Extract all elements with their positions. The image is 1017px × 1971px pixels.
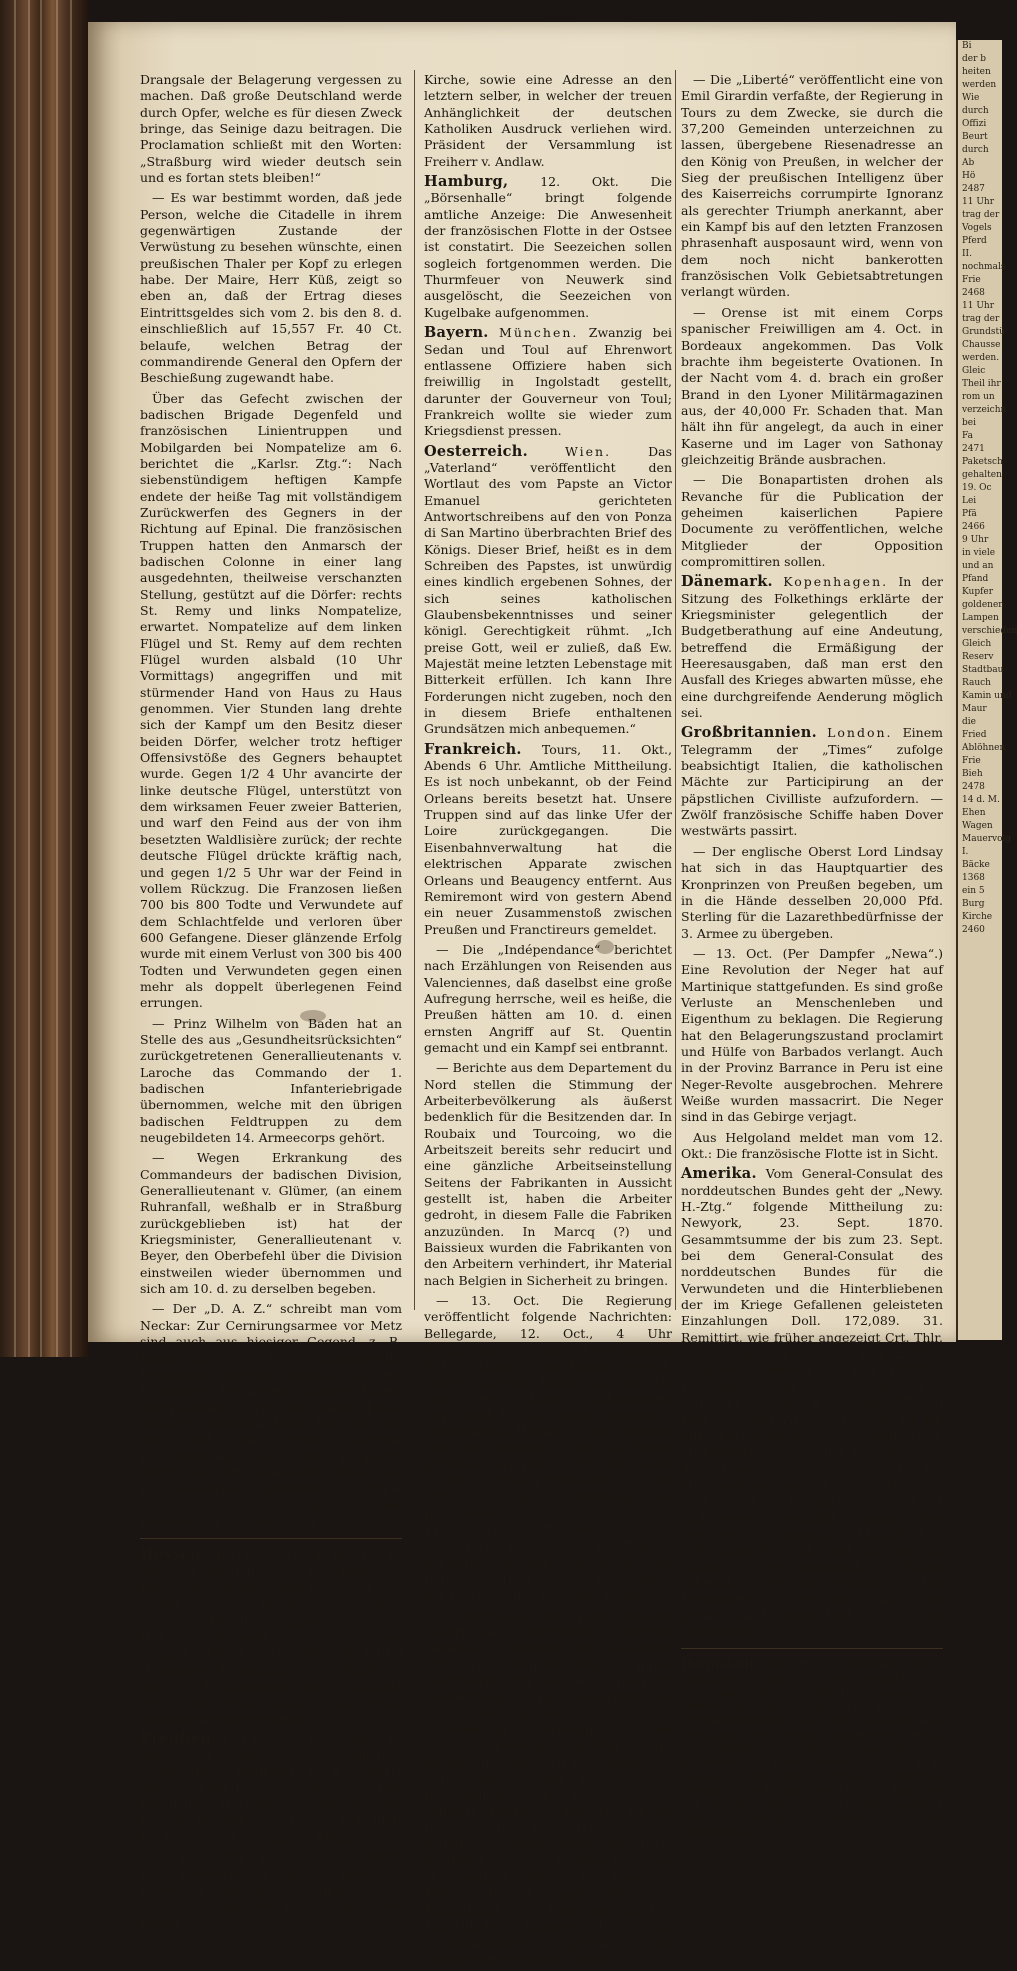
adjacent-page-fragment: Lampen xyxy=(962,613,999,623)
adjacent-page-fragment: der b xyxy=(962,54,987,64)
article-paragraph: — Die „Liberté“ veröffentlicht eine von Emil Girardin verfaßte, der Regierung in Tours zu dem Zwecke, sie durch die 37,200 Gemeinden unterzeichnen zu lassen, übergebene Riesenadresse an den König von Preußen, in welcher der Sieg der preußischen Intelligenz über des Kaiserreichs corrumpirte Ignoranz als gerechter Triumph anerkannt, aber ein Kampf bis auf den letzten Franzosen phrasenhaft ausposaunt wird, wenn von dem noch nicht bankerotten französischen Volk Gebietsabtretungen verlangt würden. xyxy=(681,72,943,300)
adjacent-page-fragment: durch xyxy=(962,145,989,155)
adjacent-page-fragment: 2471 xyxy=(962,444,985,454)
column-2 xyxy=(424,72,672,1971)
section-heading: Darmstadt. xyxy=(681,1657,760,1672)
article-paragraph xyxy=(424,325,672,439)
dateline: Darmstadt. xyxy=(215,1547,307,1563)
section-heading: Dänemark. xyxy=(681,573,773,591)
adjacent-page-fragment: Maur xyxy=(962,704,987,714)
adjacent-page-fragment: 9 Uhr xyxy=(962,535,989,545)
adjacent-page-fragment: Ehen xyxy=(962,808,986,818)
page-edge-line xyxy=(70,0,72,1357)
adjacent-page-fragment: Wagen xyxy=(962,821,993,831)
page-edge-line xyxy=(56,0,58,1357)
article-text: In der Sitzung des Folkethings erklärte der Kriegsminister gelegentlich der Budgetberathung auf eine Andeutung, betreffend die Ermäßigung der Heeresausgaben, daß man erst den Ausfall des Krieges abwarten müsse, ehe eine durchgreifende Aenderung möglich sei. xyxy=(681,574,943,721)
adjacent-page-fragment: 1368 xyxy=(962,873,985,883)
adjacent-page-fragment: Pfä xyxy=(962,509,977,519)
section-heading: Hessen. xyxy=(140,1546,207,1564)
adjacent-page-fragment: Gleic xyxy=(962,366,986,376)
article-text: Das „Vaterland“ veröffentlicht den Wortlaut des vom Papste an Victor Emanuel gerichteten Antwortschreibens auf den von Ponza di San Martino überbrachten Brief des Königs. Dieser Brief, heißt es in dem Schreiben des Papstes, ist unwürdig eines kindlich ergebenen Sohnes, der sich seines katholischen Glaubensbekenntnisses und seiner königl. Gerechtigkeit rühmt. „Ich preise Gott, weil er zuließ, daß Ew. Majestät meine letzten Lebenstage mit Bitterkeit erfüllen. Ich kann Ihre Forderungen nicht zugeben, noch den in diesem Briefe enthaltenen Grundsätzen mich anbequemen.“ xyxy=(424,443,672,737)
adjacent-page-fragment: 19. Oc xyxy=(962,483,992,493)
article-paragraph: Drangsale der Belagerung vergessen zu machen. Daß große Deutschland werde durch Opfer, welche es für diesen Zweck bringe, das Seinige dazu beitragen. Die Proclamation schließt mit den Worten: „Straßburg wird wieder deutsch sein und es fortan stets bleiben!“ xyxy=(140,72,402,186)
adjacent-page-fragment: Burg xyxy=(962,899,985,909)
adjacent-page-fragment: Lei xyxy=(962,496,977,506)
dateline: München. xyxy=(499,325,579,341)
adjacent-page-fragment: trag der xyxy=(962,210,1000,220)
article-paragraph: — Wegen Erkrankung des Commandeurs der badischen Division, Generallieutenant v. Glümer, (an einem Ruhranfall, weßhalb er in Straßburg zurückgeblieben ist) hat der Kriegsminister, Generallieutenant v. Beyer, den Oberbefehl über die Division einstweilen wieder übernommen und sich am 10. d. zu derselben begeben. xyxy=(140,1150,402,1297)
dateline: 12. Okt. xyxy=(540,174,619,190)
adjacent-page-fragment: durch xyxy=(962,106,989,116)
column-3 xyxy=(681,72,943,1844)
adjacent-page-fragment: rom un xyxy=(962,392,995,402)
article-paragraph xyxy=(140,1731,402,1845)
adjacent-page-fragment: 14 d. M. xyxy=(962,795,1000,805)
adjacent-page-fragment: Stadtbau xyxy=(962,665,1004,675)
article-paragraph xyxy=(681,574,943,721)
adjacent-page-fragment: trag der xyxy=(962,314,1000,324)
article-text: Tours, 11. Okt., Abends 6 Uhr. Amtliche Mittheilung. Es ist noch unbekannt, ob der Feind Orleans bereits besetzt hat. Unsere Truppen sind auf das linke Ufer der Loire zurückgegangen. Die Eisenbahnverwaltung hat die elektrischen Apparate zwischen Orleans und Beaugency entfernt. Aus Remiremont wird von gestern Abend ein neuer Zusammenstoß zwischen Preußen und Franctireurs gemeldet. xyxy=(424,741,672,937)
article-paragraph: — Der „D. A. Z.“ schreibt man vom Neckar: Zur Cernirungsarmee vor Metz sind auch aus hiesiger Gegend, z. B. Mannheim, viele Zimmerleute beschieden, welche zugleich mit den Pionnieren der Armee hölzerne Buden und Baracken zu errichten haben. Es ist dies ein Anzeichen dafür, daß man sich noch auf eine länger dauernde Einschließung jener Festung gefaßt macht. Das nöthige Holzwerk haben jene Bauhandwerker, größtentheils schon zugeschnitten, sofort an den Ort ihrer Bestimmung mitgenommen. xyxy=(140,1301,402,1529)
column-1 xyxy=(140,72,402,1935)
section-separator xyxy=(681,1648,943,1649)
article-paragraph xyxy=(424,742,672,938)
article-paragraph xyxy=(140,1547,402,1727)
article-paragraph: — Berichten aus Tours zufolge dauern die Zwistigkeiten zwischen Gambetta, Cremieux und Glais-Bizoin fort. Die französischen Truppen beschweren sich über die Haltung der Bevölkerung. In verschiedenen Gemeinden wurden ihnen die Lebensmittel verweigert und Schwierigkeiten in den Weg gelegt, um sie zum Abmarsch zu zwingen. Die Gemeinden befürchten die Repressalien der Preußen. Die Offiziere beklagen den Mangel an Disciplin bei den Truppen aufs lebhafteste. Nachrichten aus Paris melden: Fleisch und Gemüse beginnen zu mangeln, ebenso Druckpapiere. Mehrere Blätter zeigen deßhalb die Möglichkeit ihres Eingehens an. Die Fleischläden müssen durch die Nationalgarden gegen die Volksmassen gesichert werden. xyxy=(424,1607,672,1966)
article-paragraph xyxy=(681,1166,943,1640)
article-paragraph: — Die „Indépendance“ berichtet nach Erzählungen von Reisenden aus Valenciennes, daß daselbst eine große Aufregung herrsche, weil es heiße, die Preußen hätten am 10. d. einen ernsten Angriff auf St. Quentin gemacht und ein Kampf sei entbrannt. xyxy=(424,941,672,1055)
adjacent-page-fragment: 2487 xyxy=(962,184,985,194)
article-text: Einem Telegramm der „Times“ zufolge beabsichtigt Italien, die katholischen Mächte zur Participirung an der päpstlichen Civilliste aufzufordern. — Zwölf französische Schiffe haben Dover westwärts passirt. xyxy=(681,725,943,839)
adjacent-page-fragment: und an xyxy=(962,561,994,571)
article-paragraph: — Orense ist mit einem Corps spanischer Freiwilligen am 4. Oct. in Bordeaux angekommen. Das Volk brachte ihm begeisterte Ovationen. In der Nacht vom 4. d. brach ein großer Brand in den Lyoner Militärmagazinen aus, der 40,000 Fr. Schaden that. Man hält ihn für angelegt, da auch in einer Kaserne und im Lager von Sathonay gleichzeitig Brände ausbrachen. xyxy=(681,304,943,467)
adjacent-page-fragment: Chausse xyxy=(962,340,1001,350)
adjacent-page-fragment: Hö xyxy=(962,171,976,181)
article-text: Zwanzig bei Sedan und Toul auf Ehrenwort entlassene Offiziere haben sich freiwillig in Ingolstadt gestellt, darunter der Gouverneur von Toul; Frankreich wollte sie wieder zum Kriegsdienst pressen. xyxy=(424,325,672,439)
section-heading: Hamburg, xyxy=(424,173,509,191)
dateline: Kopenhagen. xyxy=(783,574,889,590)
adjacent-page-fragment: Frie xyxy=(962,275,981,285)
book-binding xyxy=(0,0,88,1357)
article-paragraph: — Die Bonapartisten drohen als Revanche für die Publication der geheimen kaiserlichen Papiere Documente zu veröffentlichen, welche Mitglieder der Opposition compromittiren sollen. xyxy=(681,472,943,569)
article-paragraph xyxy=(681,725,943,839)
adjacent-page-fragment: 11 Uhr xyxy=(962,197,994,207)
page-edge-line xyxy=(40,0,42,1357)
adjacent-page-fragment: 2478 xyxy=(962,782,985,792)
adjacent-page-fragment: Kupfer xyxy=(962,587,994,597)
adjacent-page-fragment: heiten xyxy=(962,67,991,77)
adjacent-page-fragment: Pferd xyxy=(962,236,987,246)
article-paragraph: — Berichte aus dem Departement du Nord stellen die Stimmung der Arbeiterbevölkerung als äußerst bedenklich für die Besitzenden dar. In Roubaix und Tourcoing, wo die Arbeitszeit bereits sehr reducirt und eine gänzliche Arbeitseinstellung Seitens der Fabrikanten in Aussicht gestellt ist, haben die Arbeiter gedroht, in diesem Falle die Fabriken anzuzünden. In Marcq (?) und Baissieux wurden die Fabrikanten von den Arbeitern verhindert, ihr Material nach Belgien in Sicherheit zu bringen. xyxy=(424,1060,672,1288)
adjacent-page-fragment: Frie xyxy=(962,756,981,766)
article-paragraph: — Es war bestimmt worden, daß jede Person, welche die Citadelle in ihrem gegenwärtigen Zustande der Verwüstung zu besehen wünschte, einen preußischen Thaler per Kopf zu erlegen habe. Der Maire, Herr Küß, zeigt so eben an, daß der Ertrag dieses Eintrittsgeldes sich vom 2. bis den 8. d. einschließlich auf 15,557 Fr. 40 Ct. belaufe, welchen Betrag der commandirende General den Opfern der Beschießung zugewandt habe. xyxy=(140,190,402,386)
adjacent-page-fragment: bei xyxy=(962,418,976,428)
article-text: Die „H. B.“ berichten: Durch Ausführung einer größeren Anzahl sehr zweckmäßig eingerichteter Krankenwagen ist namentlich in dem Transport von Schwerverwundeten auf der Eisenbahn eine bedeutende Verbesserung eingetreten, die um so zeitgemäßer ist, als gegenwärtig viele Amputirte transportirt werden. So traf z. B. dieser Tage ein solcher Zug hier ein, der viele Bayern mit sich führte, welche in Folge ihrer bei Wörth erhaltenen Wunden amputirt worden, leider starben unterwegs 3 dieser Unglücklichen. xyxy=(681,1658,944,1840)
article-paragraph: — Eine am 12. d. stattgehabte Katholikenversammlung beschloß, Protesterklärungen gegen die Vergewaltigung des Papstes und der kathol. xyxy=(140,1849,402,1930)
section-heading: Bayern. xyxy=(424,324,489,342)
adjacent-page-fragment: goldenen xyxy=(962,600,1005,610)
article-paragraph xyxy=(681,1657,943,1840)
column-rule xyxy=(675,70,676,1310)
adjacent-page-fragment: verschieden xyxy=(962,626,1017,636)
adjacent-page-fragment: 11 Uhr xyxy=(962,301,994,311)
adjacent-page-fragment: gehalten xyxy=(962,470,1002,480)
article-paragraph: — 13. Oct. Die Regierung veröffentlicht folgende Nachrichten: Bellegarde, 12. Oct., 4 Uhr Nachmittags. Orleans ist seit gestern 6 Uhr Abends vom Feinde besetzt. Unsere Truppen haben sich auf das linke Ufer der Loire zurückgezogen. Der Feind hat die Stadt bombadirt. Verschiedene Häuser in der Vorstadt und der Bahnhof sind in Brand gerathen. Der Bischof und der Maire begaben sich als Parlamantäre zu dem Feind, um die Einstellung des Bombardements zu erbitten. — Lille, 11. Oct. Ein Luftballon ist in die Steinbrüche bei Cambrai gefallen; in demselben befand sich nebst dem Luftschiffer Herr Lefaivre, der Kanzler der französischen Botschaft in Wien. xyxy=(424,1293,672,1603)
section-separator xyxy=(140,1538,402,1539)
adjacent-page-fragment: Rauch xyxy=(962,678,991,688)
dateline: London. xyxy=(827,725,893,741)
adjacent-page-fragment: Pfand xyxy=(962,574,989,584)
dateline: Fulda. xyxy=(222,1731,275,1747)
adjacent-page-fragment: nochmals xyxy=(962,262,1006,272)
adjacent-page-strip xyxy=(956,40,1017,1340)
adjacent-page-fragment: werden. xyxy=(962,353,1000,363)
article-paragraph: Kirche, sowie eine Adresse an den letztern selber, in welcher der treuen Anhänglichkeit der deutschen Katholiken Ausdruck verliehen wird. Präsident der Versammlung ist Freiherr v. Andlaw. xyxy=(424,72,672,169)
article-text: Die „Börsenhalle“ bringt folgende amtliche Anzeige: Die Anwesenheit der französischen Flotte in der Ostsee ist constatirt. Die Seezeichen sollen sogleich fortgenommen werden. Die Thurmfeuer von Neuwerk sind ausgelöscht, die Seezeichen von Kugelbake aufgenommen. xyxy=(424,174,672,320)
adjacent-page-fragment: Ablöhnen xyxy=(962,743,1006,753)
section-heading: Großbritannien. xyxy=(681,724,817,742)
adjacent-page-fragment: Theil ihr xyxy=(962,379,1001,389)
article-paragraph: Über das Gefecht zwischen der badischen Brigade Degenfeld und französischen Linientruppen und Mobilgarden bei Nompatelize am 6. berichtet die „Karlsr. Ztg.“: Nach siebenstündigem heftigen Kampfe endete der heiße Tag mit vollständigem Zurückwerfen des Gegners in der Richtung auf Epinal. Die französischen Truppen hatten den Anmarsch der badischen Colonne in einer lang ausgedehnten, theilweise verschanzten Stellung, gestützt auf die Dörfer: rechts St. Remy und links Nompatelize, erwartet. Nompatelize auf dem linken Flügel und St. Remy auf dem rechten Flügel wurden alsbald (10 Uhr Vormittags) angegriffen und mit stürmender Hand von Haus zu Haus genommen. Vier Stunden lang drehte sich der Kampf um den Besitz dieser beiden Dörfer, welcher trotz heftiger Offensivstöße des Gegners behauptet wurde. Gegen 1/2 4 Uhr avancirte der linke deutsche Flügel, unterstützt von dem wirksamen Feuer zweier Batterien, und warf den Feind aus der von ihm besetzten Waldlisière zurück; der rechte deutsche Flügel drückte kräftig nach, und gegen 1/2 5 Uhr war der Feind in vollem Rückzug. Die Franzosen ließen 700 bis 800 Todte und Verwundete auf dem Schlachtfelde und verloren über 600 Gefangene. Dieser glänzende Erfolg wurde mit einem Verlust von 300 bis 400 Todten und Verwundeten gegen einen mehr als doppelt überlegenen Feind errungen. xyxy=(140,390,402,1011)
adjacent-page-fragment: Paketsch xyxy=(962,457,1003,467)
article-text: Vom General-Consulat des norddeutschen Bundes geht der „Newy. H.-Ztg.“ folgende Mittheilung zu: Newyork, 23. Sept. 1870. Gesammtsumme der bis zum 23. Sept. bei dem General-Consulat des norddeutschen Bundes für die Verwundeten und die Hinterbliebenen der im Kriege Gefallenen geleisteten Einzahlungen Doll. 172,089. 31. Remittirt, wie früher angezeigt Crt. Thlr. 170,000, dazu heute Crt. Thlr. 25,000, Total der Rimessen Crt. Thlr. 195,000. Dazu ein Wechsel von Galveston (zweite Gabe) im Betrage von Crt. Thlr. 1375 auf Berlin. — Von Virginia, Nevada, ist ein Silberbarren im Werthe von Doll. 3123. 76 eingegangen, welcher dem Wunsche der Einsender gemäß in Natura übersandt werden soll. — Von Havanna sind 25,000 Stück Cigarren eingeschickt und weiter verschifft worden. Der norddeutsche Gesandte in Mexico, Herr v. Schlözer, theilt mit, daß die deutsche Colonie in der Hauptstadt, 185 Köpfe zählend, 25,000 Thlr. remittirt hat. Die Deutschen in Vera-Cruz, auch eine geringe Zahl, hatten Doll. 12,500 Gold aufgebracht. xyxy=(681,1166,943,1639)
article-paragraph: — Der englische Oberst Lord Lindsay hat sich in das Hauptquartier des Kronprinzen von Preußen begeben, um in die Hände desselben 20,000 Pfd. Sterling für die Lazarethbedürfnisse der 3. Armee zu übergeben. xyxy=(681,843,943,941)
page-edge-line xyxy=(28,0,30,1357)
adjacent-page-fragment: verzeichn xyxy=(962,405,1007,415)
adjacent-page-fragment: Bi xyxy=(962,41,972,51)
adjacent-page-fragment: Gleich xyxy=(962,639,992,649)
adjacent-page-fragment: Wie xyxy=(962,93,980,103)
adjacent-page-fragment: werden xyxy=(962,80,997,90)
article-text: Die Theilnahme an der von deutschen Edelleuten veranstalteten Wallfahrt ist von auswärts wie hier über Erwartung zahlreich. Das feierliche Hochamt celebrirte der hiesige Bischof, die Festpredigt hielt Domcapitular Moufang von Mainz. xyxy=(140,1731,402,1845)
adjacent-page-fragment: Bäcke xyxy=(962,860,990,870)
dateline: Wien. xyxy=(565,443,612,459)
adjacent-page-fragment: Reserv xyxy=(962,652,994,662)
section-heading: Amerika. xyxy=(681,1165,757,1183)
article-text: Dem „Fr. J.“ wird von hier gemeldet: Oberfsteuerrath Fabricius von hier, welcher etwa vor einem Jahre zum Zollvereinsbevollmächtigten in Hannover ernannt worden, ist vor einigen Tagen mit dem Amtstitel „Geheimer Finanzrath“ zum Rath im preuß. Finanzministerium befördert worden und somit definitiv in den preuß. Staatsdienst übergetreten. xyxy=(140,1547,402,1726)
adjacent-page-fragment: ein 5 xyxy=(962,886,985,896)
adjacent-page-fragment: Fried xyxy=(962,730,987,740)
article-paragraph xyxy=(424,174,672,321)
adjacent-page-fragment: 2468 xyxy=(962,288,985,298)
page-edge-line xyxy=(14,0,16,1357)
adjacent-page-fragment: 2466 xyxy=(962,522,985,532)
column-rule xyxy=(414,70,415,1310)
article-paragraph: Aus Helgoland meldet man vom 12. Okt.: Die französische Flotte ist in Sicht. xyxy=(681,1129,943,1161)
section-heading: Preußen. xyxy=(140,1730,217,1748)
adjacent-page-fragment: Fa xyxy=(962,431,973,441)
article-paragraph: — 13. Oct. (Per Dampfer „Newa“.) Eine Revolution der Neger hat auf Martinique stattgefunden. Es sind große Verluste an Menschenleben und Eigenthum zu beklagen. Die Regierung hat den Belagerungszustand proclamirt und Hülfe von Barbados verlangt. Auch in der Provinz Barrance in Peru ist eine Neger-Revolte ausgebrochen. Mehrere Weiße wurden massacrirt. Die Neger sind in das Gebirge verjagt. xyxy=(681,945,943,1125)
adjacent-page-fragment: Kamin und xyxy=(962,691,1012,701)
adjacent-page-fragment: Offizi xyxy=(962,119,987,129)
adjacent-page-fragment: die xyxy=(962,717,976,727)
article-paragraph xyxy=(424,444,672,738)
article-paragraph: — Prinz Wilhelm von Baden hat an Stelle des aus „Gesundheitsrücksichten“ zurückgetretenen Generallieutenants v. Laroche das Commando der 1. badischen Infanteriebrigade übernommen, welche mit den übrigen badischen Feldtruppen zu dem neugebildeten 14. Armeecorps gehört. xyxy=(140,1015,402,1145)
adjacent-page-fragment: Beurt xyxy=(962,132,988,142)
adjacent-page-fragment: Mauervolg xyxy=(962,834,1012,844)
adjacent-page-fragment: Vogels xyxy=(962,223,992,233)
adjacent-page-fragment: II. xyxy=(962,249,972,259)
adjacent-page-fragment: Grundstü xyxy=(962,327,1005,337)
adjacent-page-fragment: in viele xyxy=(962,548,996,558)
section-heading: Frankreich. xyxy=(424,740,522,758)
section-heading: Oesterreich. xyxy=(424,442,528,460)
adjacent-page-fragment: 2460 xyxy=(962,925,985,935)
adjacent-page-fragment: Ab xyxy=(962,158,975,168)
adjacent-page-fragment: Kirche xyxy=(962,912,993,922)
adjacent-page-fragment: I. xyxy=(962,847,969,857)
adjacent-page-fragment: Bieh xyxy=(962,769,983,779)
